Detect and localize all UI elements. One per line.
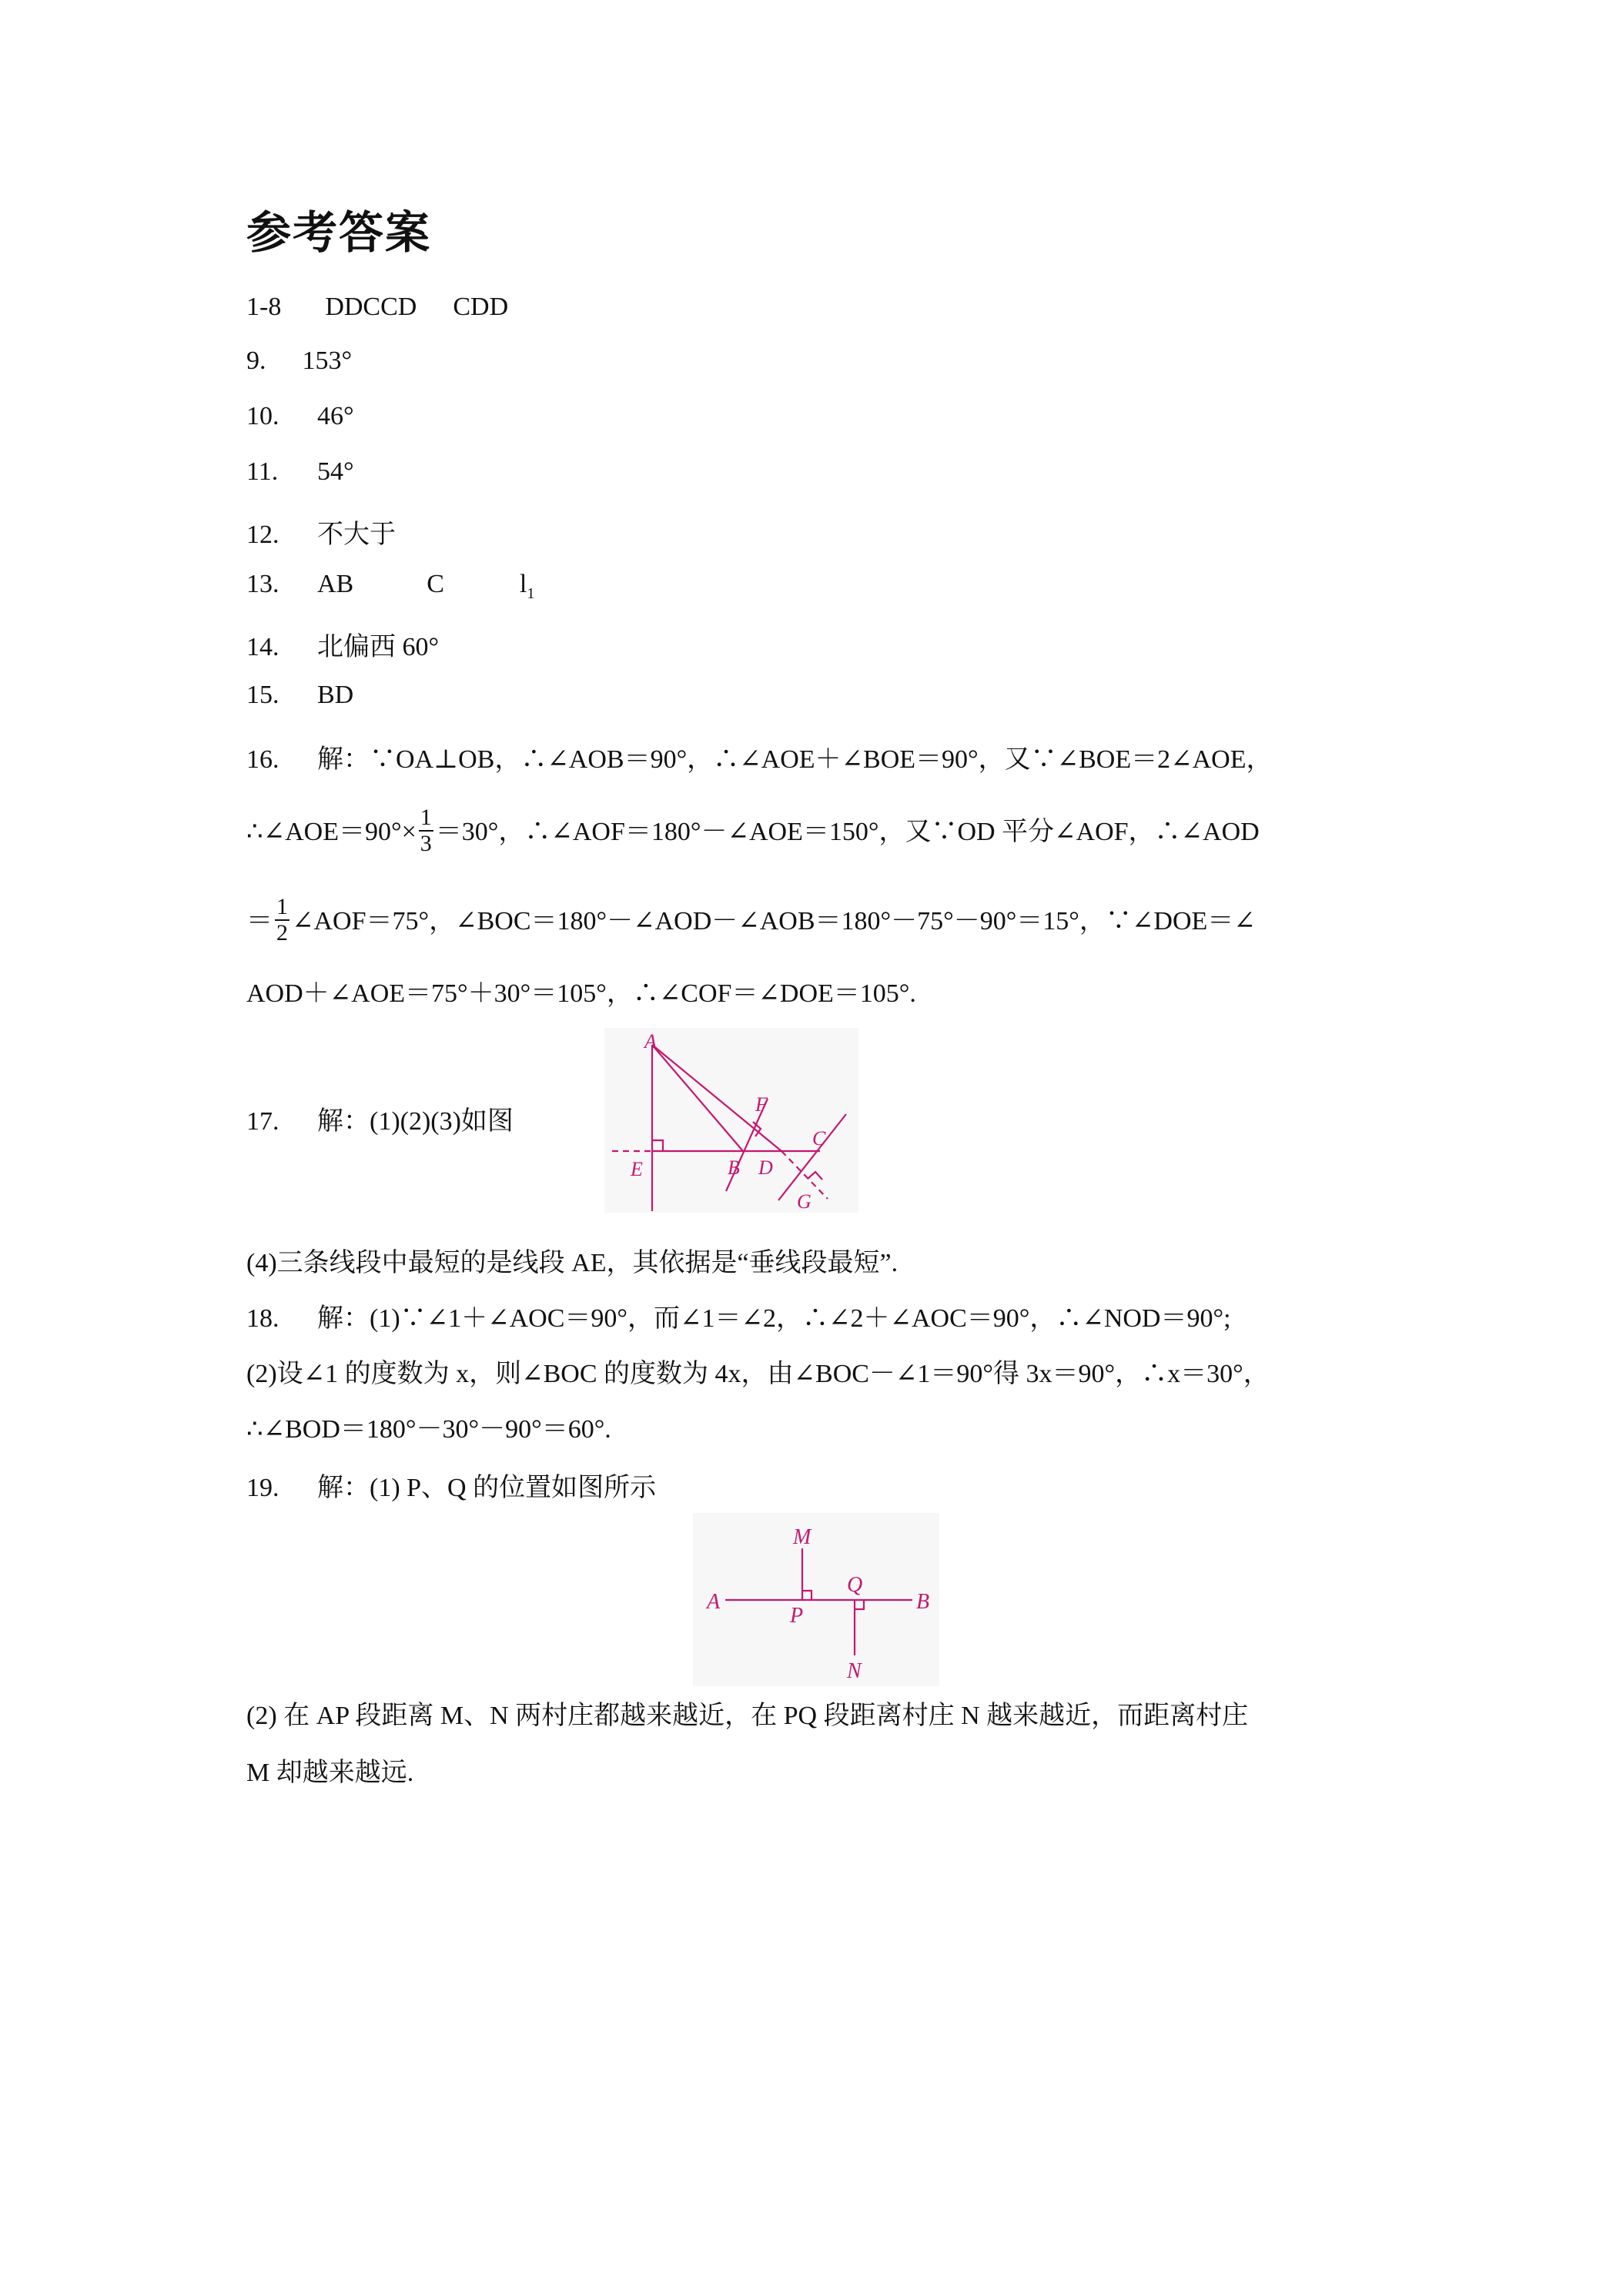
answer-text: 不大于	[317, 520, 396, 549]
label-f: F	[755, 1093, 768, 1116]
label-b: B	[916, 1590, 930, 1614]
numerator: 1	[276, 894, 288, 919]
answer-text: BD	[317, 681, 354, 709]
label-d: D	[758, 1156, 773, 1179]
solution-text: 解：(1)∵∠1＋∠AOC＝90°，而∠1＝∠2，∴∠2＋∠AOC＝90°，∴∠NOD＝90°;	[317, 1304, 1231, 1333]
answer-16-line-3	[246, 894, 1256, 949]
answer-1-8	[246, 293, 508, 322]
answer-text: AB	[317, 570, 354, 598]
answer-text: 46°	[317, 402, 354, 430]
question-number: 1-8	[246, 293, 282, 321]
solution-text: 解：∵OA⊥OB，∴∠AOB＝90°，∴∠AOE＋∠BOE＝90°，又∵∠BOE＝2∠AOE，	[317, 745, 1273, 774]
answer-9	[246, 346, 352, 376]
answer-10	[246, 402, 354, 431]
answer-16-line-4	[246, 972, 916, 1009]
solution-text: AOD＋∠AOE＝75°＋30°＝105°，∴∠COF＝∠DOE＝105°.	[246, 979, 916, 1008]
label-m: M	[793, 1525, 812, 1549]
answer-15	[246, 681, 353, 710]
solution-text: 解：(1)(2)(3)如图	[317, 1107, 514, 1136]
answer-19-line-2	[246, 1694, 1248, 1732]
answer-11	[246, 457, 354, 487]
question-number: 18.	[246, 1304, 279, 1333]
answer-text: l	[519, 570, 527, 598]
figure-19	[693, 1513, 939, 1686]
label-e: E	[631, 1158, 643, 1180]
denominator: 2	[276, 920, 288, 946]
label-a: A	[707, 1590, 721, 1614]
solution-text: ＝30°，∴∠AOF＝180°－∠AOE＝150°，又∵OD 平分∠AOF，∴∠AOD	[435, 817, 1260, 846]
question-number: 16.	[246, 745, 279, 774]
label-q: Q	[847, 1573, 863, 1597]
question-number: 17.	[246, 1107, 279, 1136]
answer-17-line-1	[246, 1099, 514, 1137]
question-number: 12.	[246, 520, 279, 549]
answer-18-line-2	[246, 1352, 1270, 1390]
answer-18-line-1	[246, 1297, 1231, 1334]
answer-text: 153°	[302, 346, 353, 375]
answer-text: C	[427, 570, 444, 598]
question-number: 11.	[246, 457, 279, 486]
denominator: 3	[420, 831, 432, 856]
question-number: 9.	[246, 346, 266, 375]
solution-text: (2)设∠1 的度数为 x，则∠BOC 的度数为 4x，由∠BOC－∠1＝90°得 3x＝90°，∴x＝30°，	[246, 1360, 1270, 1388]
answer-19-line-3	[246, 1751, 413, 1789]
answer-16-line-1	[246, 738, 1272, 775]
label-g: G	[797, 1190, 812, 1213]
label-a: A	[644, 1030, 657, 1053]
question-number: 10.	[246, 402, 279, 430]
answer-text: CDD	[453, 293, 509, 321]
label-p: P	[790, 1604, 804, 1628]
figure-background	[604, 1028, 858, 1213]
fraction	[275, 895, 289, 946]
solution-text: ∴∠AOE＝90°×	[246, 817, 417, 846]
solution-text: ∴∠BOD＝180°－30°－90°＝60°.	[246, 1415, 611, 1444]
question-number: 15.	[246, 681, 279, 709]
answer-18-line-3	[246, 1407, 611, 1445]
solution-text: (4)三条线段中最短的是线段 AE，其依据是“垂线段最短”.	[246, 1249, 899, 1277]
solution-text: ∠AOF＝75°，∠BOC＝180°－∠AOD－∠AOB＝180°－75°－90°＝15°，∵∠DOE＝∠	[292, 906, 1256, 935]
answer-text: 北偏西 60°	[317, 633, 440, 661]
fraction	[419, 805, 433, 856]
page-title: 参考答案	[246, 206, 432, 259]
answer-14	[246, 625, 439, 663]
figure-17	[604, 1028, 858, 1213]
question-number: 13.	[246, 570, 279, 598]
subscript: 1	[527, 584, 535, 602]
answer-12	[246, 513, 396, 551]
label-n: N	[847, 1659, 862, 1683]
answer-16-line-2	[246, 805, 1260, 859]
answer-13	[246, 570, 534, 603]
answer-text: 54°	[317, 457, 354, 486]
solution-text: (2) 在 AP 段距离 M、N 两村庄都越来越近，在 PQ 段距离村庄 N 越来越近，而距离村庄	[246, 1702, 1249, 1730]
question-number: 19.	[246, 1474, 279, 1502]
answer-19-line-1	[246, 1466, 656, 1504]
label-c: C	[812, 1127, 826, 1150]
answer-17-line-2	[246, 1241, 898, 1279]
label-b: B	[728, 1156, 740, 1179]
solution-text: 解：(1) P、Q 的位置如图所示	[317, 1474, 657, 1502]
answer-text: DDCCD	[325, 293, 417, 321]
numerator: 1	[420, 805, 432, 830]
solution-text: M 却越来越远.	[246, 1759, 414, 1787]
question-number: 14.	[246, 633, 279, 661]
solution-text: ＝	[246, 906, 273, 935]
